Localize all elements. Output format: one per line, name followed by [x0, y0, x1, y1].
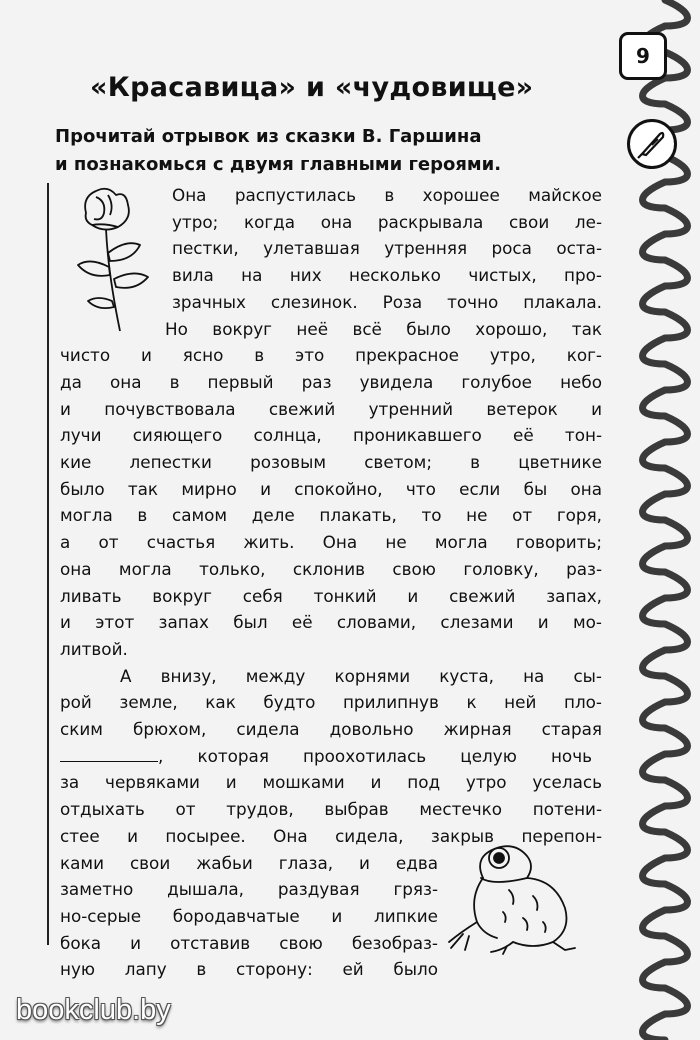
text-line: бока и отставив свою безобраз- [60, 932, 438, 953]
answer-blank[interactable] [60, 744, 158, 762]
text-line: но-серые бородавчатые и липкие [60, 905, 438, 926]
page-number: 9 [619, 32, 667, 80]
text-line: было так мирно и спокойно, что если бы она [60, 478, 602, 499]
toad-illustration [443, 838, 579, 956]
text-line: ную лапу в сторону: ей было [60, 959, 438, 980]
text-line: да она в первый раз увидела голубое небо [60, 371, 602, 392]
watermark: bookclub.by [16, 994, 171, 1026]
instruction-line: и познакомься с двумя главными героями. [55, 154, 502, 175]
text-line: пестки, улетавшая утренняя роса оста- [172, 238, 602, 259]
text-line: за червяками и мошками и под утро уселась [60, 772, 602, 793]
text-line: ками свои жабьи глаза, и едва [60, 852, 438, 873]
text-line: и почувствовала свежий утренний ветерок и [60, 398, 602, 419]
text-line: литвой. [60, 638, 128, 659]
text-line: могла в самом деле плакать, то не от горя, [60, 505, 602, 526]
text-line: рой земле, как будто прилипнув к ней пло- [60, 692, 602, 713]
text-line: она могла только, склонив свою головку, раз- [60, 558, 602, 579]
text-line: а от счастья жить. Она не могла говорить; [60, 532, 602, 553]
task-instruction [55, 123, 615, 179]
text-line: заметно дышала, раздувая гряз- [60, 879, 438, 900]
text-line: чисто и ясно в это прекрасное утро, ког- [60, 345, 602, 366]
text-line: , которая проохотилась целую ночь [158, 745, 592, 766]
text-line: и этот запах был её словами, слезами и мо- [60, 612, 602, 633]
text-line: лучи сияющего солнца, проникавшего её тон- [60, 425, 602, 446]
text-line: отдыхать от трудов, выбрав местечко потени- [60, 799, 602, 820]
text-line: зрачных слезинок. Роза точно плакала. [172, 291, 602, 312]
instruction-line: Прочитай отрывок из сказки В. Гаршина [55, 126, 482, 147]
text-line: утро; когда она раскрывала свои ле- [172, 211, 602, 232]
fill-in-line [60, 743, 602, 770]
page-title: «Красавица» и «чудовище» [90, 72, 534, 103]
text-line: ским брюхом, сидела довольно жирная старая [60, 719, 602, 739]
margin-rule [47, 183, 49, 945]
text-line: вила на них несколько чистых, про- [172, 265, 602, 286]
text-line: Но вокруг неё всё было хорошо, так [165, 318, 602, 339]
rose-illustration [68, 183, 154, 333]
text-line: кие лепестки розовым светом; в цветнике [60, 452, 602, 472]
pen-nib-icon [627, 119, 677, 169]
text-line: Она распустилась в хорошее майское [172, 185, 602, 205]
text-line: А внизу, между корнями куста, на сы- [120, 665, 602, 686]
text-line: ливать вокруг себя тонкий и свежий запах, [60, 585, 602, 606]
text-line: стее и посырее. Она сидела, закрыв перепон- [60, 825, 602, 846]
